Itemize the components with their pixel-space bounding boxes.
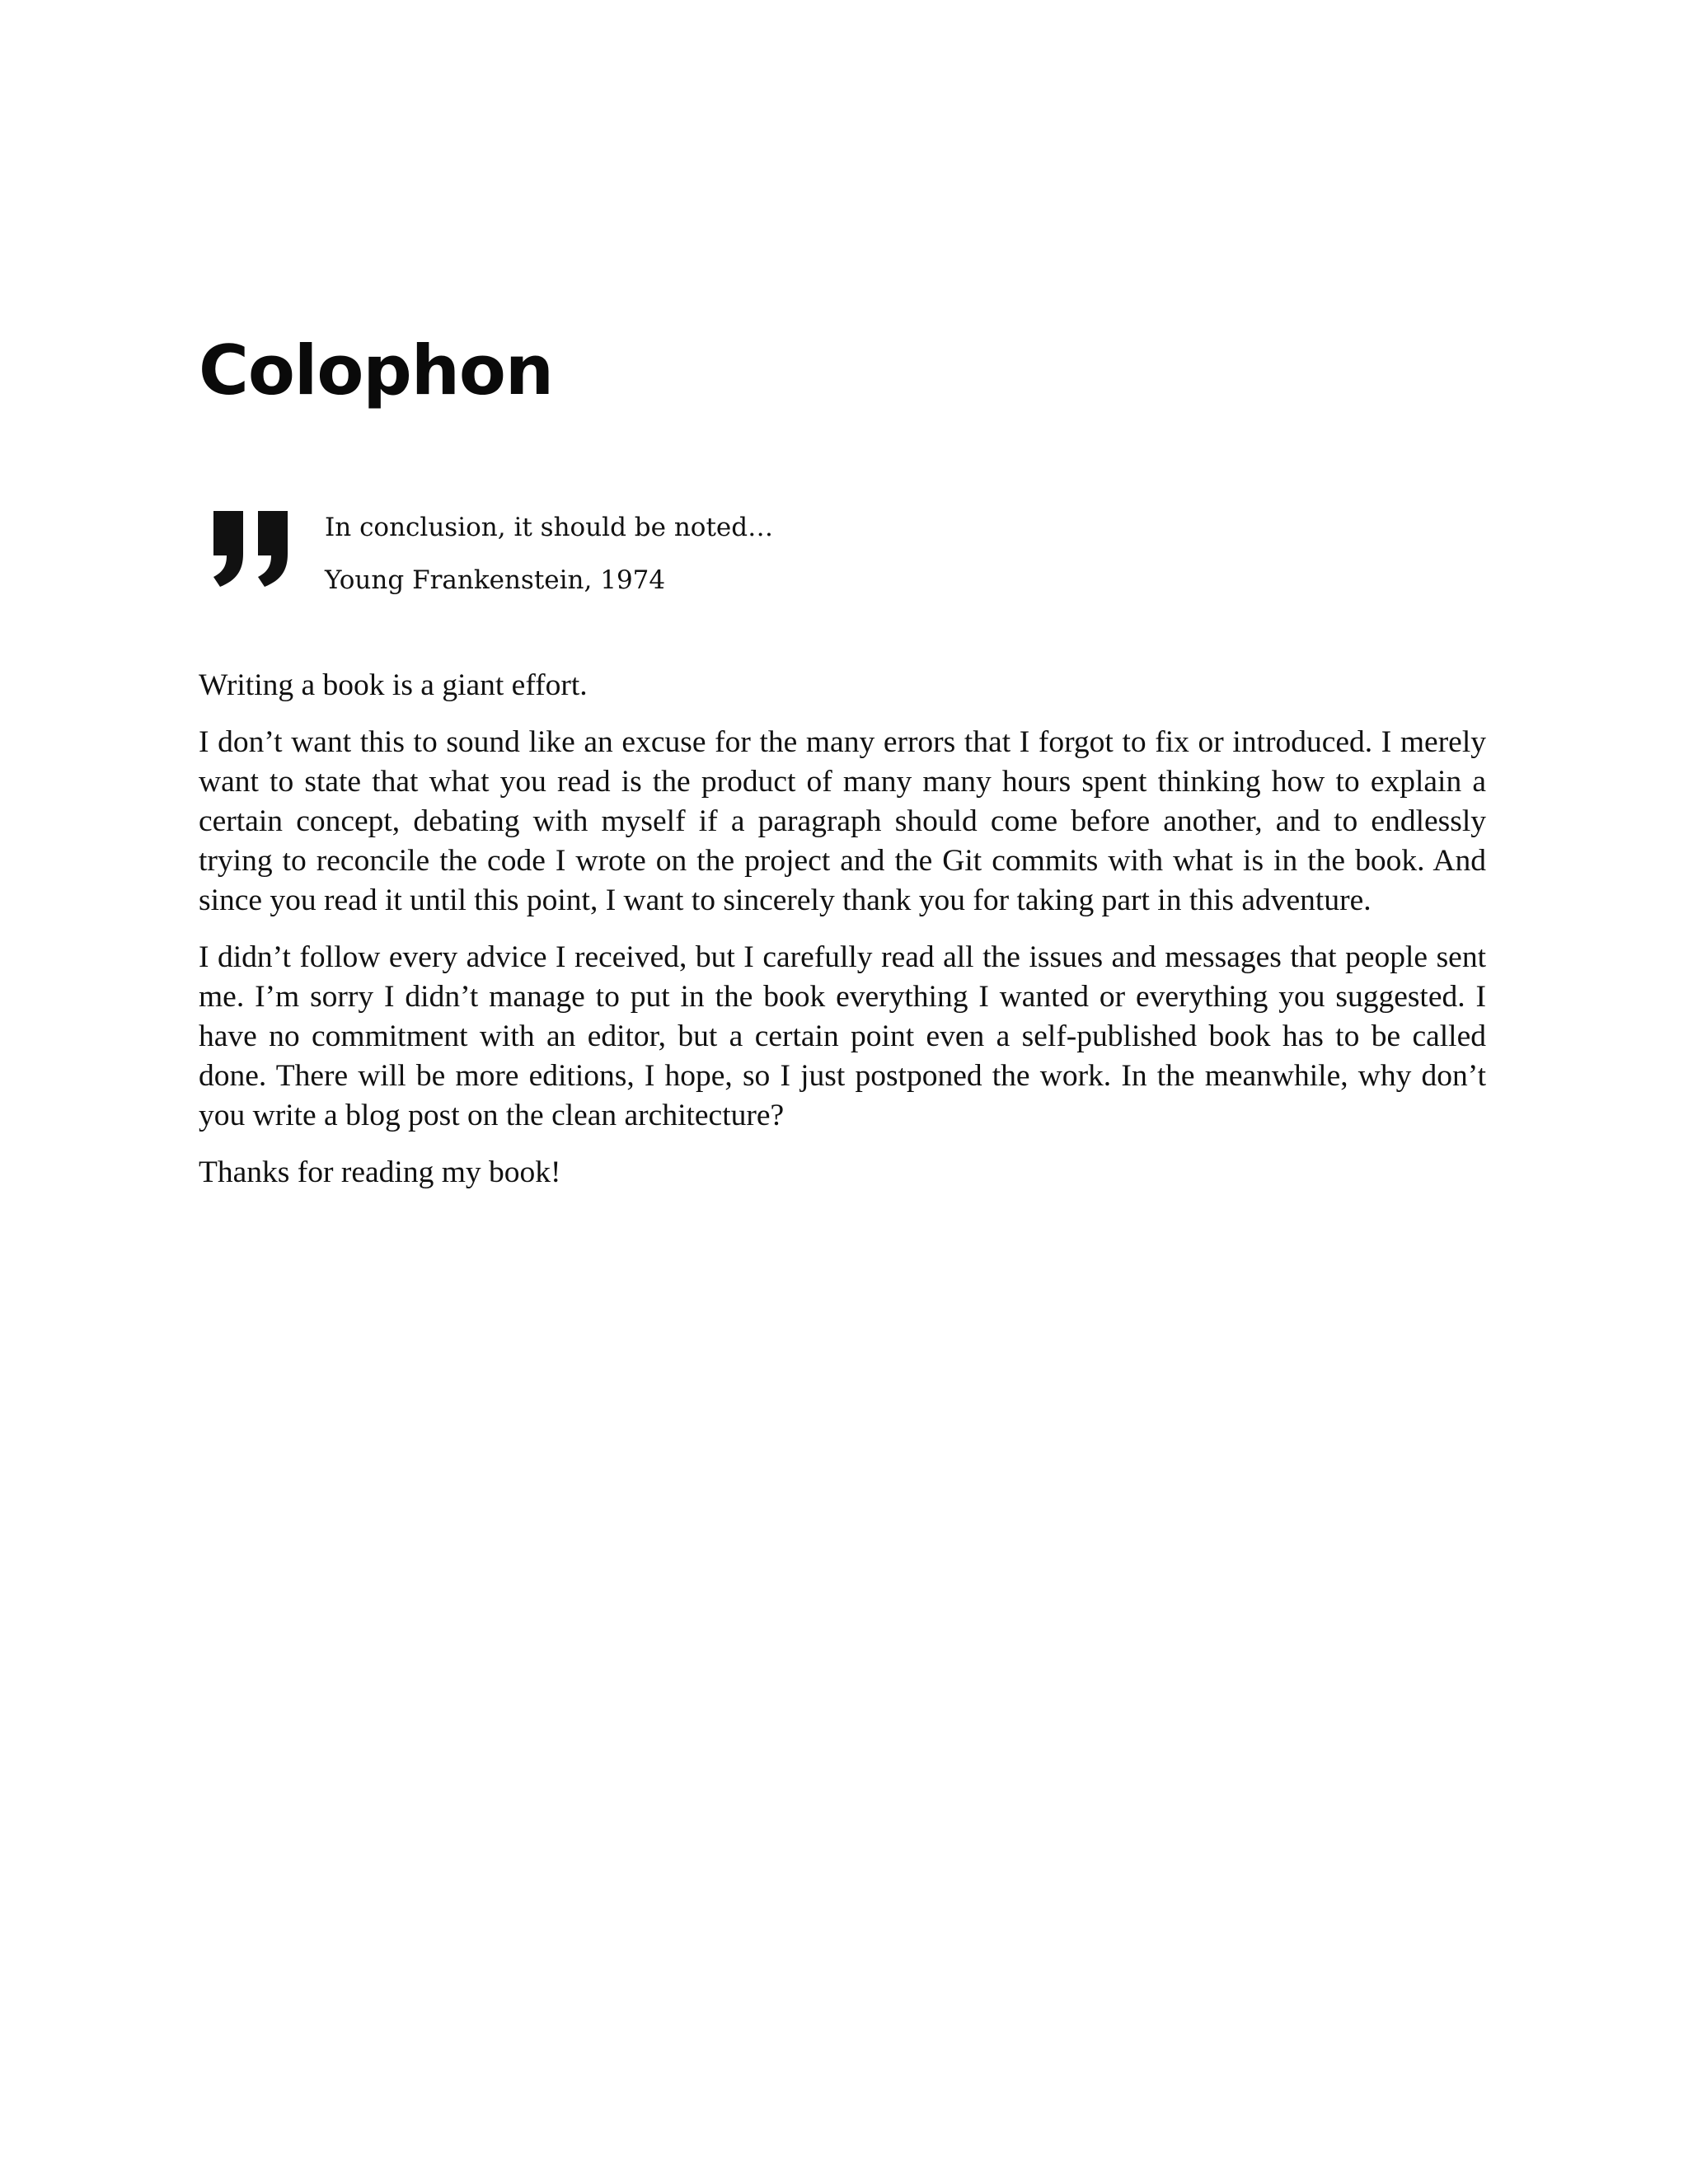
- body-paragraph: Writing a book is a giant effort.: [199, 668, 588, 702]
- chapter-title: Colophon: [199, 330, 554, 410]
- body-paragraph: Thanks for reading my book!: [199, 1155, 561, 1189]
- body-paragraph: I didn’t follow every advice I received, but I carefully read all the issues and messages that people sent me. I’m sorry I didn’t manage to put in the book everything I wanted or everything you suggested. I have no commitment with an editor, but a certain point even a self-published book has to be called done. There will be more editions, I hope, so I just postponed the work. In the meanwhile, why don’t you write a blog post on the clean architecture?: [199, 940, 1486, 1132]
- body-paragraph: I don’t want this to sound like an excuse for the many errors that I forgot to fix or introduced. I merely want to state that what you read is the product of many many hours spent thinking how to explain a certain concept, debating with myself if a paragraph should come before another, and to endlessly trying to reconcile the code I wrote on the project and the Git commits with what is in the book. And since you read it until this point, I want to sincerely thank you for taking part in this adventure.: [199, 725, 1486, 917]
- epigraph-quote: In conclusion, it should be noted…: [325, 513, 774, 542]
- body-text: [199, 666, 1486, 1210]
- quote-icon: [210, 511, 293, 587]
- epigraph: [199, 509, 1486, 608]
- epigraph-source: Young Frankenstein, 1974: [325, 565, 666, 595]
